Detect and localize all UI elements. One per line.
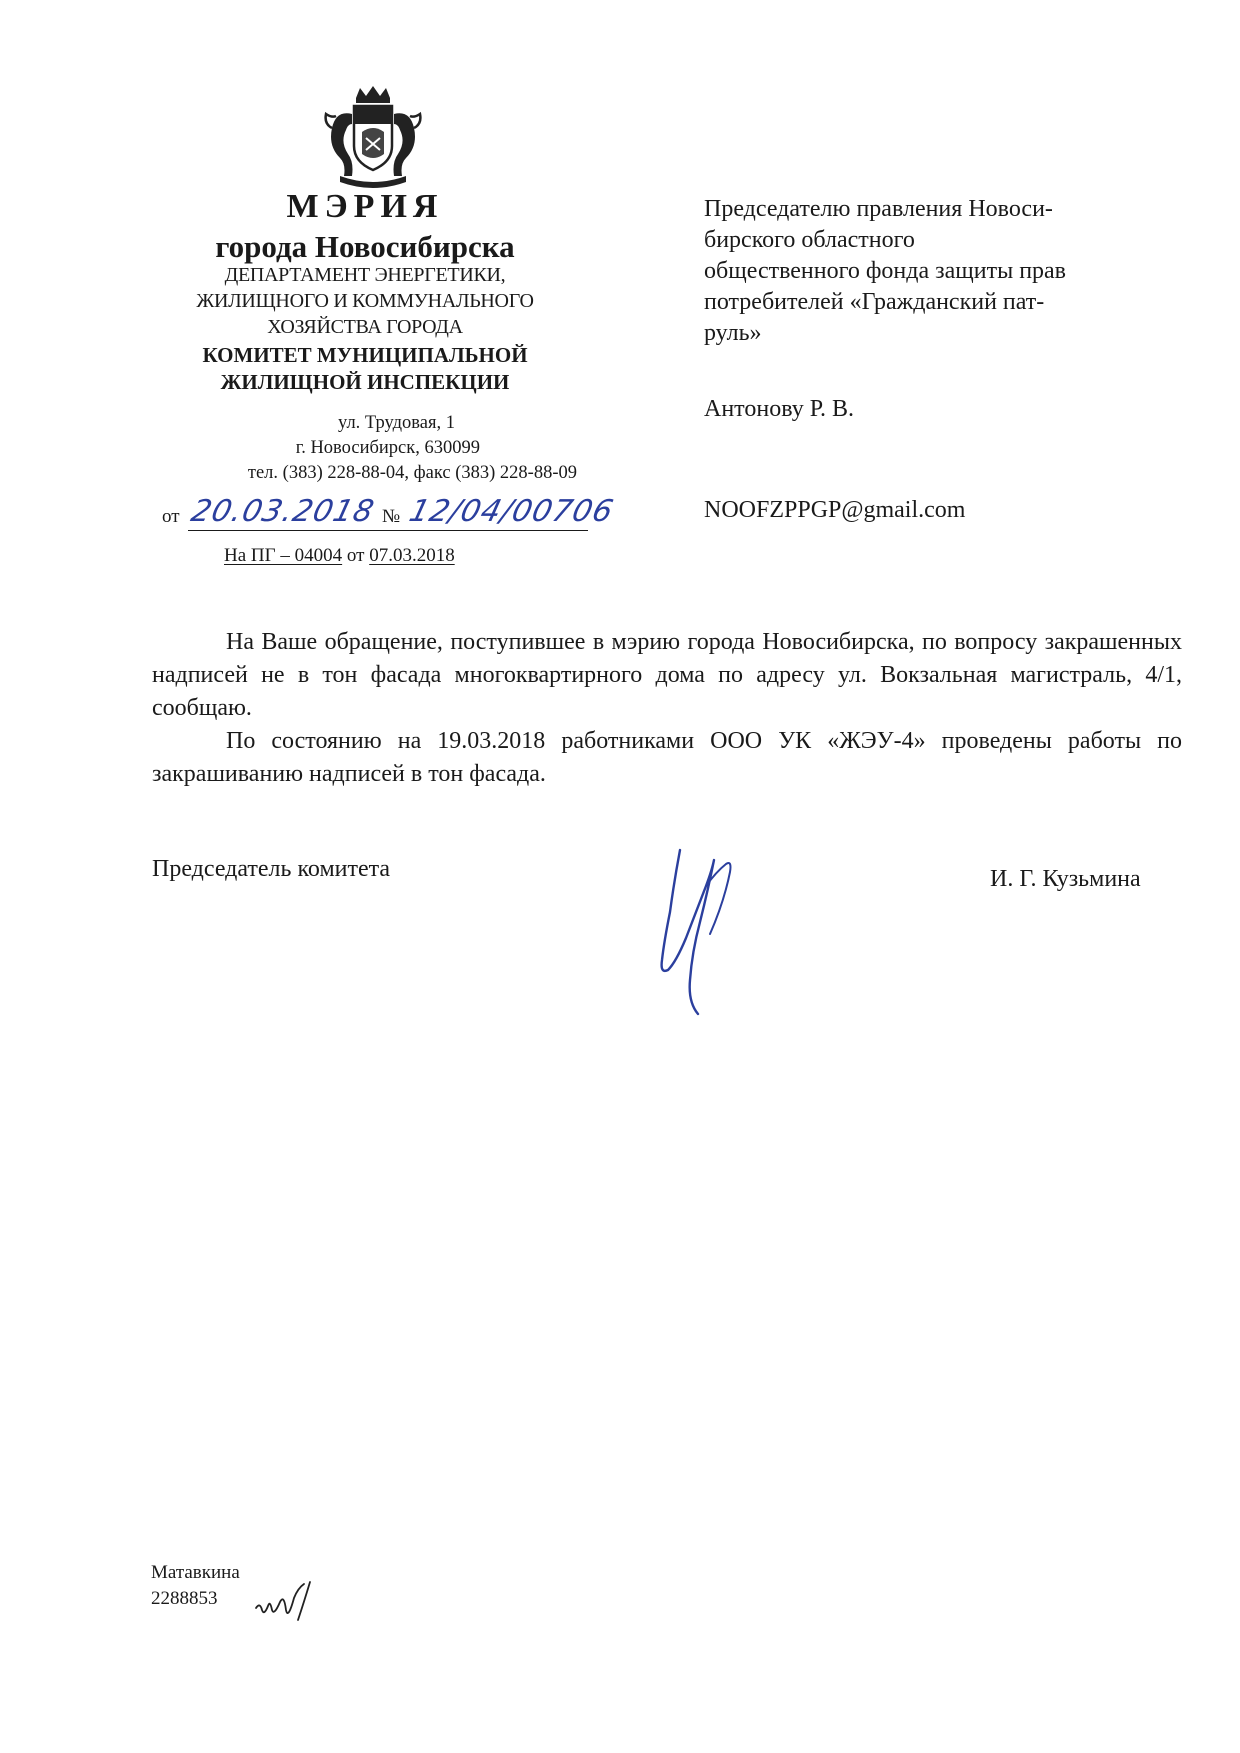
signatory-role: Председатель комитета — [152, 856, 391, 882]
recipient-line-5: руль» — [704, 320, 762, 346]
reference-line — [224, 545, 455, 567]
city-title: города Новосибирска — [215, 229, 515, 264]
recipient-line-2: бирского областного — [704, 227, 915, 253]
recipient-line-1: Председателю правления Новоси- — [704, 196, 1053, 222]
date-label: от — [162, 506, 180, 527]
executor-block — [151, 1560, 240, 1612]
address-city: г. Новосибирск, 630099 — [295, 438, 480, 458]
handwritten-signature — [652, 842, 762, 1017]
mayor-office-title: МЭРИЯ — [286, 188, 444, 225]
handwritten-date: 20.03.2018 — [187, 494, 379, 529]
reference-date-label: от — [346, 545, 365, 566]
recipient-line-4: потребителей «Гражданский пат- — [704, 289, 1045, 315]
address-phone: тел. (383) 228-88-04, факс (383) 228-88-09 — [247, 463, 577, 483]
coat-of-arms-icon — [318, 84, 428, 194]
reference-number: На ПГ – 04004 — [224, 545, 343, 566]
body-paragraph-1: На Ваше обращение, поступившее в мэрию города Новосибирска, по вопросу закрашенных надписей не в тон фасада многоквартирного дома по адресу ул. Вокзальная магистраль, 4/1, сообщаю. — [152, 629, 1182, 721]
reference-date: 07.03.2018 — [369, 545, 455, 566]
signatory-name: И. Г. Кузьмина — [990, 866, 1141, 892]
recipient-name: Антонову Р. В. — [704, 396, 855, 422]
recipient-email: NOOFZPPGP@gmail.com — [704, 497, 966, 523]
recipient-line-3: общественного фонда защиты прав — [704, 258, 1067, 284]
executor-name: Матавкина — [151, 1562, 240, 1583]
handwritten-number: 12/04/00706 — [405, 494, 618, 529]
department-line-2: ЖИЛИЩНОГО И КОММУНАЛЬНОГО — [196, 290, 534, 312]
executor-initials-mark — [254, 1580, 314, 1625]
body-paragraph-2: По состоянию на 19.03.2018 работниками ООО УК «ЖЭУ-4» проведены работы по закрашиванию надписей в тон фасада. — [152, 728, 1182, 787]
address-street: ул. Трудовая, 1 — [338, 413, 455, 433]
letter-body — [152, 626, 1182, 791]
committee-line-1: КОМИТЕТ МУНИЦИПАЛЬНОЙ — [202, 343, 528, 367]
executor-phone: 2288853 — [151, 1588, 218, 1609]
department-line-3: ХОЗЯЙСТВА ГОРОДА — [267, 316, 463, 338]
committee-line-2: ЖИЛИЩНОЙ ИНСПЕКЦИИ — [220, 370, 510, 394]
number-label: № — [382, 506, 401, 527]
number-underline — [406, 530, 588, 531]
department-line-1: ДЕПАРТАМЕНТ ЭНЕРГЕТИКИ, — [224, 264, 506, 286]
